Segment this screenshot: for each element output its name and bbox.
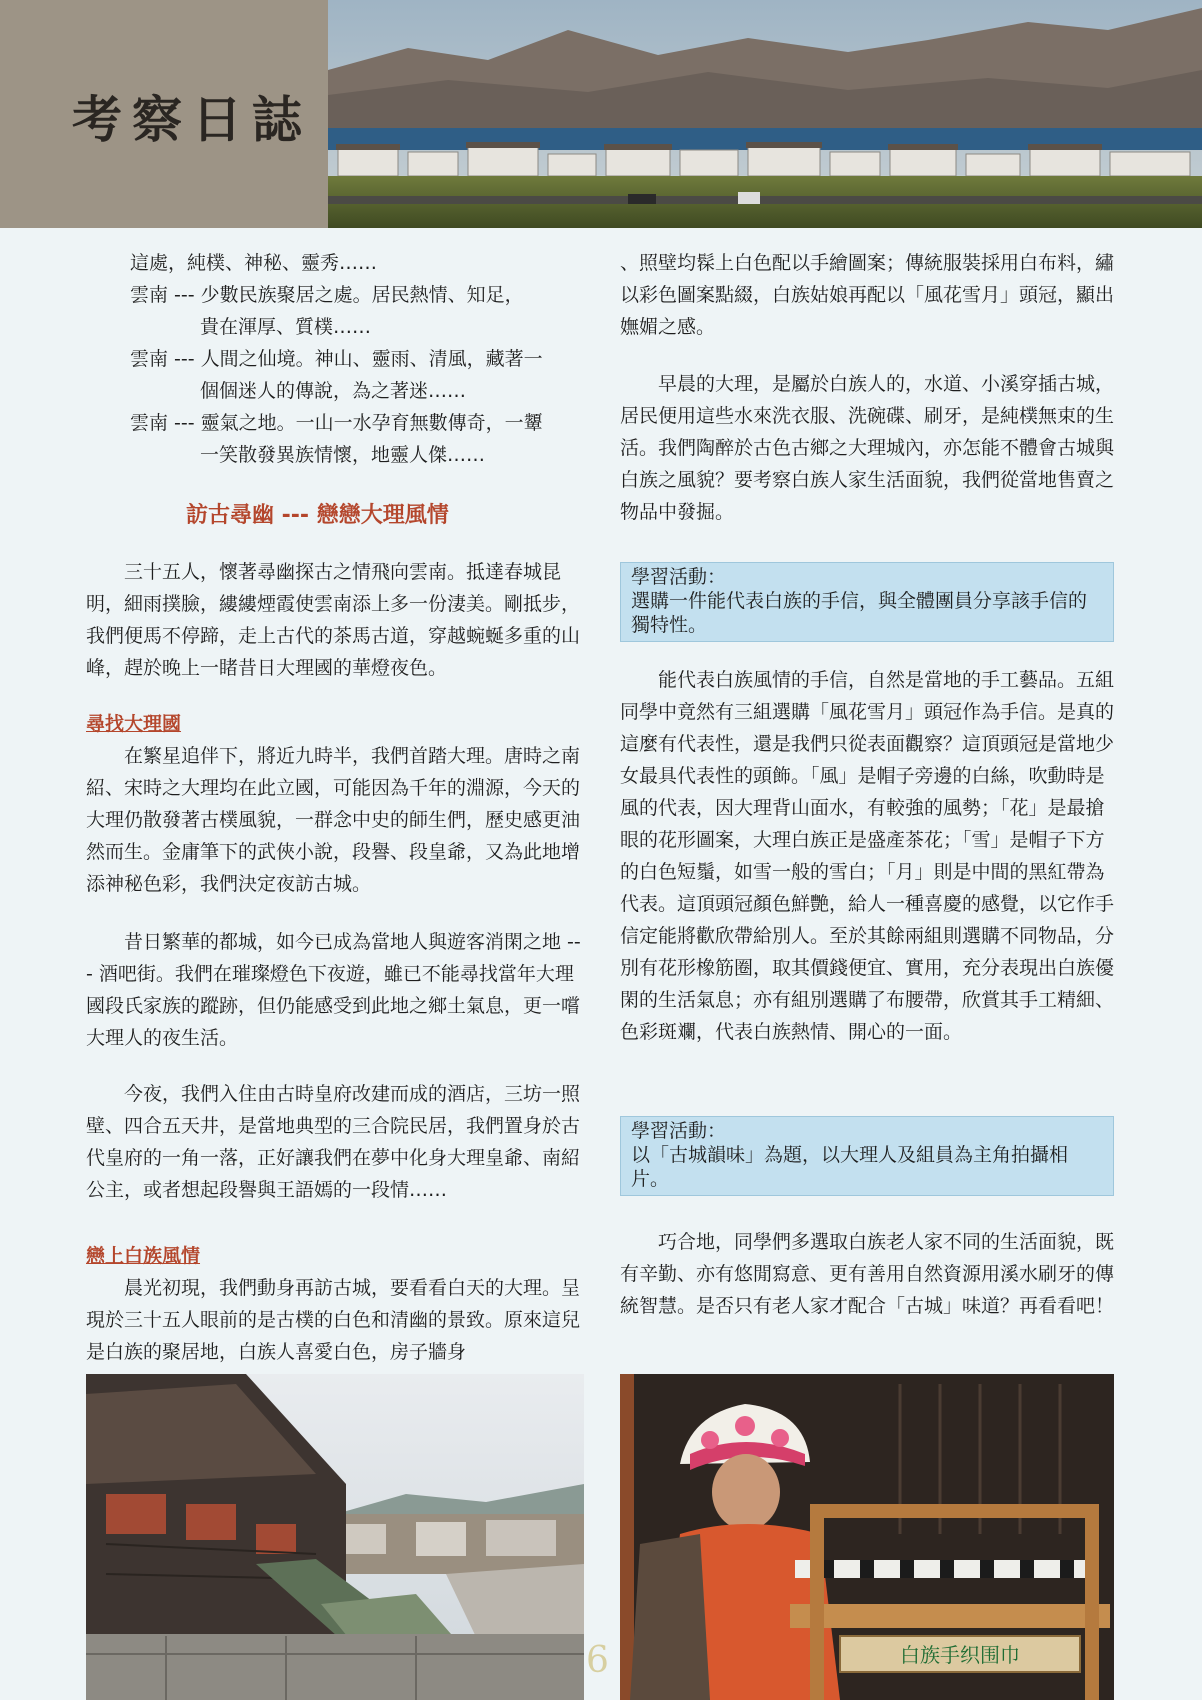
paragraph: 晨光初現，我們動身再訪古城，要看看白天的大理。呈現於三十五人眼前的是古樸的白色和清幽的景致。原來這兒是白族的聚居地，白族人喜愛白色，房子牆身 [86, 1277, 581, 1363]
poem-line-continued: 個個迷人的傳說，為之著迷…… [200, 380, 467, 402]
poem-line: 雲南 --- 人間之仙境。神山、靈雨、清風，藏著一 [130, 348, 543, 370]
activity-text: 以「古城韻味」為題，以大理人及組員為主角拍攝相片。 [631, 1144, 1069, 1190]
paragraph: 能代表白族風情的手信，自然是當地的手工藝品。五組同學中竟然有三組選購「風花雪月」頭冠作為手信。是真的這麼有代表性，還是我們只從表面觀察？這頂頭冠是當地少女最具代表性的頭飾。「風」是帽子旁邊的白絲，吹動時是風的代表，因大理背山面水，有較強的風勢；「花」是最搶眼的花形圖案，大理白族正是盛產茶花；「雪」是帽子下方的白色短鬚，如雪一般的雪白；「月」則是中間的黑紅帶為代表。這頂頭冠顏色鮮艷，給人一種喜慶的感覺，以它作手信定能將歡欣帶給別人。至於其餘兩組則選購不同物品，分別有花形橡筋圈，取其價錢便宜、實用，充分表現出白族優閑的生活氣息；亦有組別選購了布腰帶，欣賞其手工精細、色彩斑斕，代表白族熱情、開心的一面。 [620, 669, 1115, 1043]
left-column-intro [86, 556, 584, 684]
left-column-section-1 [86, 708, 584, 900]
learning-activity-box-2 [620, 1116, 1114, 1196]
left-column-p2 [86, 926, 584, 1054]
paragraph: 、照壁均髹上白色配以手繪圖案；傳統服裝採用白布料，繡以彩色圖案點綴，白族姑娘再配以「風花雪月」頭冠，顯出嫵媚之感。 [620, 252, 1115, 338]
paragraph: 今夜，我們入住由古時皇府改建而成的酒店，三坊一照壁、四合五天井，是當地典型的三合院民居，我們置身於古代皇府的一角一落，正好讓我們在夢中化身大理皇爺、南紹公主，或者想起段譽與王語嫣的一段情…… [86, 1083, 581, 1201]
subheading-find-dali: 尋找大理國 [86, 713, 182, 735]
paragraph: 昔日繁華的都城，如今已成為當地人與遊客消閑之地 --- 酒吧街。我們在璀璨燈色下夜遊，雖已不能尋找當年大理國段氏家族的蹤跡，但仍能感受到此地之鄉土氣息，更一嚐大理人的夜生活。 [86, 931, 581, 1049]
poem-line-continued: 貴在渾厚、質樸…… [200, 316, 372, 338]
paragraph: 三十五人，懷著尋幽探古之情飛向雲南。抵達春城昆明，細雨撲臉，縷縷煙霞使雲南添上多一份淒美。剛抵步，我們便馬不停蹄，走上古代的茶馬古道，穿越蜿蜒多重的山峰，趕於晚上一睹昔日大理國的華燈夜色。 [86, 561, 581, 679]
activity-label: 學習活動： [631, 1120, 727, 1142]
poem-line: 雲南 --- 靈氣之地。一山一水孕育無數傳奇，一顰 [130, 412, 543, 434]
activity-label: 學習活動： [631, 566, 727, 588]
paragraph: 在繁星追伴下，將近九時半，我們首踏大理。唐時之南紹、宋時之大理均在此立國，可能因為千年的淵源，今天的大理仍散發著古樸風貌，一群念中史的師生們，歷史感更油然而生。金庸筆下的武俠小說，段譽、段皇爺，又為此地增添神秘色彩，我們決定夜訪古城。 [86, 745, 581, 895]
subheading-bai-culture: 戀上白族風情 [86, 1245, 201, 1267]
section-title: 訪古尋幽 --- 戀戀大理風情 [186, 503, 449, 528]
paragraph: 早晨的大理，是屬於白族人的，水道、小溪穿插古城，居民便用這些水來洗衣服、洗碗碟、刷牙，是純樸無束的生活。我們陶醉於古色古鄉之大理城內，亦怎能不體會古城與白族之風貌？要考察白族人家生活面貌，我們從當地售賣之物品中發掘。 [620, 373, 1115, 523]
right-column-p0 [620, 247, 1114, 343]
page-number: 6 [586, 1640, 609, 1681]
old-town-canal-photo [86, 1374, 584, 1700]
right-column-p3 [620, 1226, 1114, 1322]
poem-line: 雲南 --- 少數民族聚居之處。居民熱情、知足， [130, 284, 524, 306]
poem-line: 這處，純樸、神秘、靈秀…… [130, 252, 378, 274]
left-column-section-2 [86, 1240, 584, 1368]
poem-line-continued: 一笑散發異族情懷，地靈人傑…… [200, 444, 486, 466]
left-column-p3 [86, 1078, 584, 1206]
loom-sign-text: 白族手织围巾 [900, 1643, 1020, 1667]
bai-woman-weaving-photo [620, 1374, 1114, 1700]
right-column-p2 [620, 664, 1114, 1048]
activity-text: 選購一件能代表白族的手信，與全體團員分享該手信的獨特性。 [631, 590, 1088, 636]
intro-poem [130, 247, 590, 471]
header-landscape-photo [328, 0, 1202, 228]
page-title: 考察日誌 [72, 90, 312, 149]
learning-activity-box-1 [620, 562, 1114, 642]
paragraph: 巧合地，同學們多選取白族老人家不同的生活面貌，既有辛勤、亦有悠閒寫意、更有善用自然資源用溪水刷牙的傳統智慧。是否只有老人家才配合「古城」味道？再看看吧！ [620, 1231, 1115, 1317]
right-column-p1 [620, 368, 1114, 528]
